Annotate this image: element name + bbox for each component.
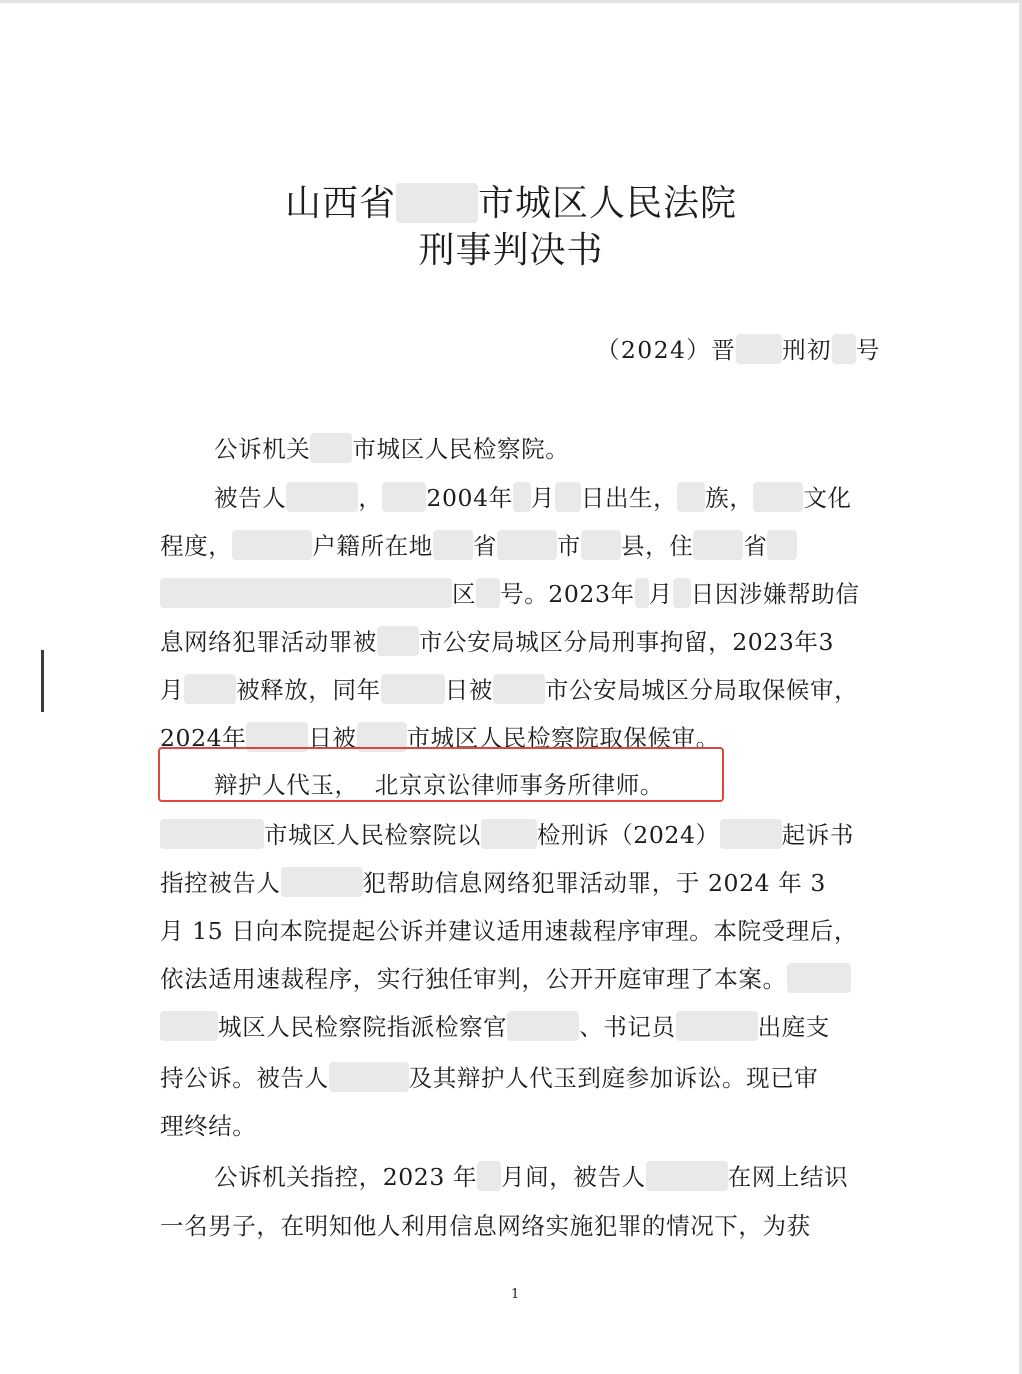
redaction: [310, 433, 352, 463]
redaction: [767, 530, 797, 560]
indictment-line-4: 依法适用速裁程序，实行独任审判，公开开庭审理了本案。: [160, 960, 851, 994]
redaction: [377, 626, 419, 656]
court-title: 山西省 市城区人民法院: [284, 183, 738, 224]
defendant-line-6: 2024年 日被 市城区人民检察院取保候审。: [160, 724, 720, 752]
allegation-line-2: 一名男子，在明知他人利用信息网络实施犯罪的情况下，为获: [160, 1212, 811, 1240]
redaction: [693, 530, 743, 560]
binding-margin-mark: [41, 650, 44, 712]
defendant-line-5: 月 被释放，同年 日被 市公安局城区分局取保候审，: [160, 676, 859, 704]
case-number: （2024）晋 刑初 号: [596, 336, 881, 364]
redaction: [396, 183, 478, 223]
redaction: [753, 482, 803, 512]
page-number: 1: [511, 1287, 520, 1302]
redaction: [160, 578, 452, 608]
redaction: [736, 334, 782, 364]
redaction: [513, 482, 531, 512]
redaction: [507, 1011, 579, 1041]
redaction: [477, 1161, 501, 1191]
redaction: [381, 674, 445, 704]
redaction: [673, 578, 691, 608]
defendant-line-1: 被告人 ， 2004年 月 日出生， 族， 文化: [214, 484, 852, 512]
redaction: [677, 482, 705, 512]
redaction: [160, 1011, 218, 1041]
redaction: [832, 334, 856, 364]
highlight-box: [158, 747, 724, 802]
indictment-line-1: 市城区人民检察院以 检刑诉（2024） 起诉书: [160, 816, 854, 850]
indictment-line-7: 理终结。: [160, 1112, 257, 1140]
redaction: [160, 819, 264, 849]
defendant-line-3: 区 号。2023年 月 日因涉嫌帮助信: [160, 575, 859, 609]
redaction: [676, 1011, 758, 1041]
prosecutor-line: 公诉机关 市城区人民检察院。: [214, 435, 570, 463]
redaction: [581, 530, 621, 560]
indictment-line-6: 持公诉。被告人 及其辩护人代玉到庭参加诉讼。现已审: [160, 1064, 819, 1092]
redaction: [232, 530, 312, 560]
redaction: [493, 674, 545, 704]
defendant-line-2: 程度， 户籍所在地 省 市 县，住 省: [160, 527, 797, 561]
redaction: [286, 482, 358, 512]
indictment-line-2: 指控被告人 犯帮助信息网络犯罪活动罪，于 2024 年 3: [160, 869, 826, 897]
page-edge-top: [0, 0, 1022, 3]
defense-counsel-line: 辩护人代玉， 北京京讼律师事务所律师。: [214, 771, 664, 799]
redaction: [646, 1161, 728, 1191]
redaction: [476, 578, 500, 608]
redaction: [720, 819, 782, 849]
indictment-line-5: 城区人民检察院指派检察官 、书记员 出庭支: [160, 1008, 830, 1042]
indictment-line-3: 月 15 日向本院提起公诉并建议适用速裁程序审理。本院受理后，: [160, 917, 858, 945]
redaction: [497, 530, 557, 560]
redaction: [281, 867, 363, 897]
redaction: [635, 578, 649, 608]
redaction: [184, 674, 236, 704]
redaction: [787, 963, 851, 993]
redaction: [329, 1062, 409, 1092]
redaction: [433, 530, 473, 560]
document-title: 刑事判决书: [418, 230, 604, 271]
redaction: [555, 482, 581, 512]
redaction: [382, 482, 426, 512]
defendant-line-4: 息网络犯罪活动罪被 市公安局城区分局刑事拘留，2023年3: [160, 628, 835, 656]
allegation-line-1: 公诉机关指控，2023 年 月间，被告人 在网上结识: [214, 1163, 849, 1191]
redaction: [481, 819, 537, 849]
